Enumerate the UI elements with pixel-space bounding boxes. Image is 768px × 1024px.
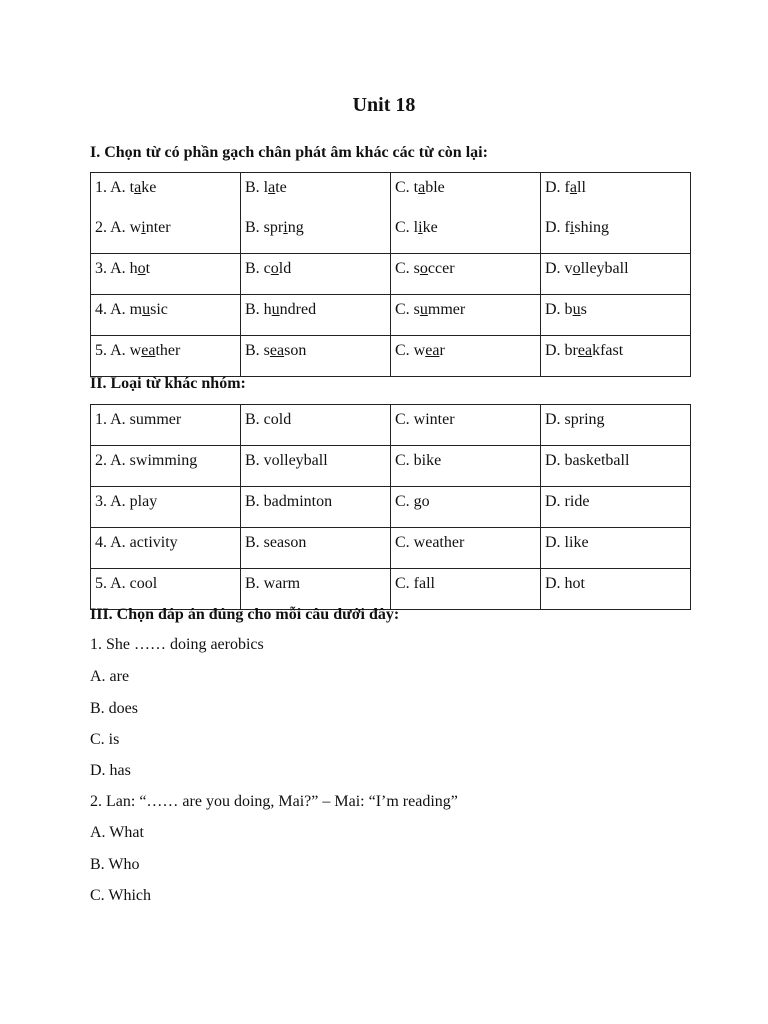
underlined-sound: o (572, 260, 581, 277)
underlined-sound: u (572, 301, 581, 318)
question-2: 2. Lan: “…… are you doing, Mai?” – Mai: “I’m reading” (90, 793, 458, 810)
table-cell: D. ride (541, 487, 691, 528)
option-text: B. season (245, 342, 307, 359)
option-text: B. cold (245, 260, 292, 277)
page-title: Unit 18 (352, 94, 416, 116)
answer-option: A. What (90, 824, 144, 841)
option-text: 4. A. music (95, 301, 168, 318)
option-text: 1. A. take (95, 179, 157, 196)
section-3-heading: III. Chọn đáp án đúng cho mỗi câu dưới đây: (90, 606, 400, 623)
table-cell (91, 336, 241, 377)
table-cell (391, 336, 541, 377)
underlined-sound: ea (269, 342, 285, 359)
table-cell: C. fall (391, 569, 541, 610)
table-cell: C. winter (391, 405, 541, 446)
table-cell (91, 173, 241, 254)
table-cell: 4. A. activity (91, 528, 241, 569)
underlined-sound: o (419, 260, 428, 277)
table-cell: B. season (241, 528, 391, 569)
table-row (91, 446, 691, 487)
underlined-sound: a (418, 179, 426, 196)
table-cell: B. badminton (241, 487, 391, 528)
table-cell: C. bike (391, 446, 541, 487)
option-text: C. like (395, 219, 438, 236)
option-text: C. soccer (395, 260, 455, 277)
option-text: D. bus (545, 301, 587, 318)
option-text: C. wear (395, 342, 445, 359)
underlined-sound: u (271, 301, 280, 318)
question-1: 1. She …… doing aerobics (90, 636, 264, 653)
underlined-sound: u (419, 301, 428, 318)
table-cell (541, 254, 691, 295)
option-text: D. breakfast (545, 342, 624, 359)
table-cell (241, 254, 391, 295)
answer-option: C. is (90, 731, 120, 748)
table-cell: D. spring (541, 405, 691, 446)
table-cell: 1. A. summer (91, 405, 241, 446)
table-cell (241, 336, 391, 377)
table-cell: B. volleyball (241, 446, 391, 487)
table-cell: C. weather (391, 528, 541, 569)
underlined-sound: a (134, 179, 142, 196)
option-text: B. spring (245, 219, 304, 236)
underlined-sound: ea (577, 342, 593, 359)
table-cell (391, 295, 541, 336)
table-cell (541, 173, 691, 254)
table-cell (541, 336, 691, 377)
answer-option: D. has (90, 762, 131, 779)
table-cell: 2. A. swimming (91, 446, 241, 487)
table-cell (391, 173, 541, 254)
underlined-sound: o (137, 260, 146, 277)
option-text: 3. A. hot (95, 260, 151, 277)
pronunciation-table (90, 172, 691, 377)
option-text: 2. A. winter (95, 219, 171, 236)
table-cell: B. cold (241, 405, 391, 446)
table-row (91, 487, 691, 528)
underlined-sound: i (418, 219, 423, 236)
table-cell: D. basketball (541, 446, 691, 487)
table-cell: 5. A. cool (91, 569, 241, 610)
underlined-sound: u (142, 301, 151, 318)
table-cell: B. warm (241, 569, 391, 610)
table-cell (541, 295, 691, 336)
odd-one-out-table (90, 404, 691, 610)
option-text: C. table (395, 179, 445, 196)
option-text: D. fishing (545, 219, 610, 236)
section-2-heading: II. Loại từ khác nhóm: (90, 375, 246, 392)
table-cell (91, 254, 241, 295)
answer-option: B. Who (90, 856, 140, 873)
table-cell (391, 254, 541, 295)
table-cell: 3. A. play (91, 487, 241, 528)
table-row (91, 254, 691, 295)
section-1-heading: I. Chọn từ có phần gạch chân phát âm khác các từ còn lại: (90, 144, 488, 161)
answer-option: A. are (90, 668, 130, 685)
answer-option: B. does (90, 700, 138, 717)
option-text: B. hundred (245, 301, 317, 318)
table-row (91, 528, 691, 569)
table-cell: D. hot (541, 569, 691, 610)
table-row (91, 295, 691, 336)
option-text: 5. A. weather (95, 342, 181, 359)
table-row (91, 569, 691, 610)
underlined-sound: ea (141, 342, 156, 359)
table-cell (91, 295, 241, 336)
underlined-sound: i (141, 219, 146, 236)
table-cell (241, 295, 391, 336)
underlined-sound: a (268, 179, 276, 196)
table-row (91, 173, 691, 254)
underlined-sound: a (569, 179, 577, 196)
answer-option: C. Which (90, 887, 152, 904)
option-text: C. summer (395, 301, 466, 318)
underlined-sound: i (283, 219, 288, 236)
underlined-sound: ea (425, 342, 440, 359)
table-cell: D. like (541, 528, 691, 569)
table-row (91, 405, 691, 446)
table-cell: C. go (391, 487, 541, 528)
table-cell (241, 173, 391, 254)
table-row (91, 336, 691, 377)
option-text: D. volleyball (545, 260, 629, 277)
underlined-sound: i (569, 219, 575, 236)
option-text: D. fall (545, 179, 586, 196)
option-text: B. late (245, 179, 287, 196)
underlined-sound: o (270, 260, 279, 277)
